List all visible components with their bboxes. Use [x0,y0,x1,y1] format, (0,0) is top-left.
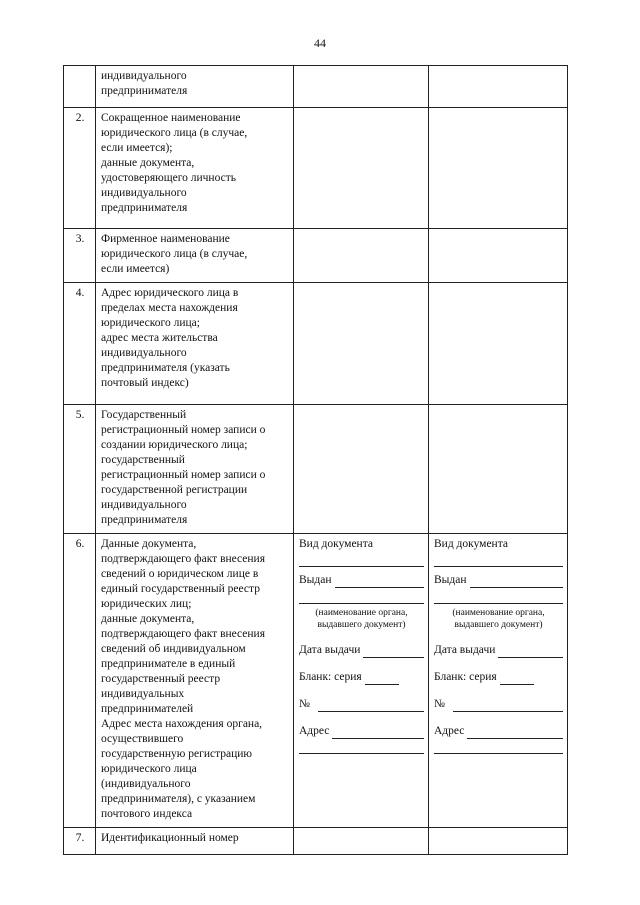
form-table [63,65,568,855]
label-line: если имеется); [101,142,173,154]
page-number: 44 [314,36,326,50]
table-row [64,66,568,108]
number-label: № [434,698,445,710]
value-cell-b[interactable] [429,405,568,534]
issue-date-line[interactable] [498,646,563,658]
label-line: индивидуального [101,347,187,359]
value-cell-b[interactable] [429,108,568,229]
label-line: Адрес места нахождения органа, [101,718,263,730]
value-cell-b[interactable] [429,828,568,855]
value-cell-b[interactable] [429,534,568,828]
label-line: предпринимателя [101,85,188,97]
value-cell-a[interactable] [294,66,429,108]
issued-label: Выдан [434,574,467,586]
number-line[interactable] [453,700,563,712]
label-line: регистрационный номер записи о [101,469,266,481]
row-label [96,108,294,229]
row-number: 7. [64,828,96,855]
label-line: государственный [101,454,185,466]
label-line: предпринимателе в единый [101,658,236,670]
label-line: государственный реестр [101,673,221,685]
number-line[interactable] [318,700,424,712]
doc-type-label: Вид документа [299,538,373,550]
label-line: индивидуального [101,187,187,199]
label-line: регистрационный номер записи о [101,424,266,436]
label-line: юридического лица [101,763,197,775]
label-line: адрес места жительства [101,332,218,344]
address-label: Адрес [299,725,330,737]
value-cell-a[interactable] [294,828,429,855]
issue-date-label: Дата выдачи [434,644,496,656]
label-line: предпринимателей [101,703,194,715]
address-line-2[interactable] [299,753,424,754]
label-line: данные документа, [101,157,195,169]
label-line: подтверждающего факт внесения [101,553,265,565]
doc-type-line[interactable] [299,566,424,567]
label-line: пределах места нахождения [101,302,238,314]
issued-line[interactable] [470,576,563,588]
issued-line-2[interactable] [299,603,424,604]
label-line: почтовый индекс) [101,377,189,389]
row-label [96,66,294,108]
value-cell-b[interactable] [429,283,568,405]
table-row [64,828,568,855]
label-line: Адрес юридического лица в [101,287,239,299]
address-line[interactable] [467,727,563,739]
row-label [96,828,294,855]
value-cell-a[interactable] [294,108,429,229]
row-label [96,229,294,283]
row-number [64,66,96,108]
row-number: 2. [64,108,96,229]
blank-series-label: Бланк: серия [434,671,497,683]
label-line: Данные документа, [101,538,197,550]
label-line: Фирменное наименование [101,233,230,245]
label-line: предпринимателя [101,202,188,214]
label-line: осуществившего [101,733,184,745]
label-line: Государственный [101,409,187,421]
blank-series-label: Бланк: серия [299,671,362,683]
label-line: индивидуального [101,70,187,82]
label-line: Идентификационный номер [101,832,239,844]
row-number: 5. [64,405,96,534]
label-line: государственную регистрацию [101,748,253,760]
doc-type-line[interactable] [434,566,563,567]
label-line: удостоверяющего личность [101,172,236,184]
label-line: почтового индекса [101,808,193,820]
label-line: сведений об индивидуальном [101,643,246,655]
table-row [64,283,568,405]
label-line: подтверждающего факт внесения [101,628,265,640]
table-row [64,108,568,229]
label-line: индивидуального [101,499,187,511]
issuer-hint: (наименование органа, выдавшего документ) [315,608,408,630]
label-line: если имеется) [101,263,170,275]
address-line[interactable] [332,727,424,739]
label-line: сведений о юридическом лице в [101,568,259,580]
label-line: предпринимателя [101,514,188,526]
value-cell-a[interactable] [294,283,429,405]
address-label: Адрес [434,725,465,737]
blank-series-line[interactable] [365,673,399,685]
table-row [64,229,568,283]
row-number: 3. [64,229,96,283]
row-label [96,283,294,405]
label-line: юридических лиц; [101,598,192,610]
label-line: создании юридического лица; [101,439,248,451]
label-line: государственной регистрации [101,484,248,496]
label-line: предпринимателя (указать [101,362,230,374]
label-line: данные документа, [101,613,195,625]
address-line-2[interactable] [434,753,563,754]
label-line: индивидуальных [101,688,185,700]
value-cell-b[interactable] [429,229,568,283]
table-row [64,534,568,828]
doc-type-label: Вид документа [434,538,508,550]
label-line: единый государственный реестр [101,583,260,595]
blank-series-line[interactable] [500,673,534,685]
label-line: юридического лица (в случае, [101,248,248,260]
label-line: юридического лица; [101,317,200,329]
label-line: (индивидуального [101,778,191,790]
value-cell-a[interactable] [294,534,429,828]
label-line: Сокращенное наименование [101,112,241,124]
row-number: 6. [64,534,96,828]
row-number: 4. [64,283,96,405]
issued-line[interactable] [335,576,424,588]
issued-line-2[interactable] [434,603,563,604]
issue-date-line[interactable] [363,646,424,658]
value-cell-a[interactable] [294,229,429,283]
label-line: предпринимателя), с указанием [101,793,256,805]
issue-date-label: Дата выдачи [299,644,361,656]
row-label [96,534,294,828]
table-row [64,405,568,534]
issuer-hint: (наименование органа, выдавшего документ) [452,608,545,630]
number-label: № [299,698,310,710]
issued-label: Выдан [299,574,332,586]
row-label [96,405,294,534]
value-cell-b[interactable] [429,66,568,108]
label-line: юридического лица (в случае, [101,127,248,139]
value-cell-a[interactable] [294,405,429,534]
